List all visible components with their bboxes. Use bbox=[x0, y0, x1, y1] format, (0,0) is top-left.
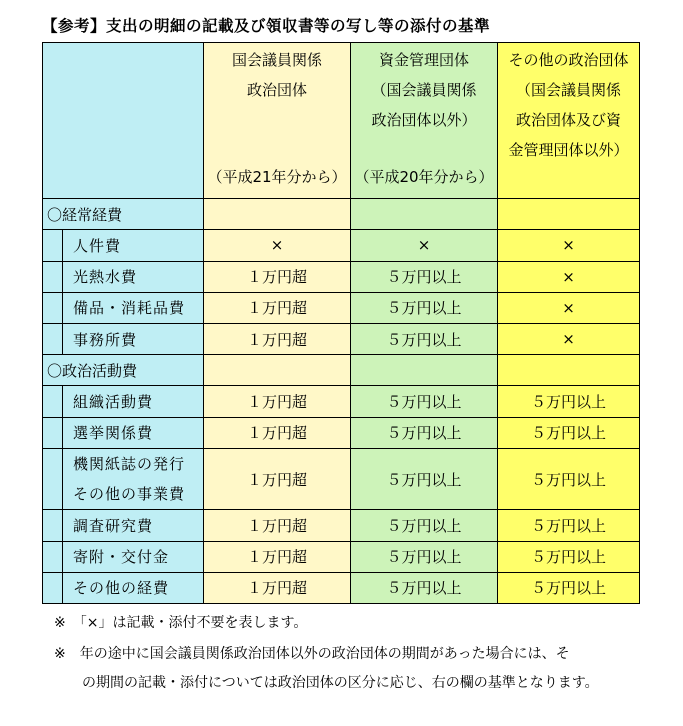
indent-cell bbox=[43, 510, 63, 541]
value-cell: １万円超 bbox=[204, 261, 351, 292]
table-row bbox=[43, 572, 640, 603]
value-cell: １万円超 bbox=[204, 417, 351, 448]
table-row bbox=[43, 417, 640, 448]
value-cell: ５万円以上 bbox=[351, 323, 498, 354]
row-label: 組織活動費 bbox=[63, 386, 204, 417]
header-cell-diet-member-groups bbox=[204, 43, 351, 199]
indent-cell bbox=[43, 230, 63, 261]
header-cell-fund-management-groups bbox=[351, 43, 498, 199]
header-cell-other-groups bbox=[498, 43, 640, 199]
header-col3-line1: その他の政治団体 bbox=[508, 51, 629, 69]
row-label: 調査研究費 bbox=[63, 510, 204, 541]
row-label-line2: その他の事業費 bbox=[73, 485, 186, 504]
criteria-table bbox=[42, 42, 640, 604]
value-cell: ５万円以上 bbox=[351, 448, 498, 509]
header-col2-line3: 政治団体以外） bbox=[371, 111, 477, 129]
header-col1-line2: 政治団体 bbox=[246, 81, 307, 99]
value-cell: １万円超 bbox=[204, 448, 351, 509]
row-label bbox=[63, 448, 204, 509]
value-cell: １万円超 bbox=[204, 541, 351, 572]
table-row bbox=[43, 230, 640, 261]
value-cell: ５万円以上 bbox=[498, 417, 640, 448]
table-row bbox=[43, 386, 640, 417]
section-row-political-activity-expenses bbox=[43, 355, 640, 386]
value-cell: １万円超 bbox=[204, 572, 351, 603]
header-col1-since: （平成21年分から） bbox=[207, 168, 347, 187]
value-cell: ５万円以上 bbox=[351, 386, 498, 417]
section-row-ordinary-expenses bbox=[43, 199, 640, 230]
value-cell: × bbox=[498, 261, 640, 292]
indent-cell bbox=[43, 261, 63, 292]
row-label: 寄附・交付金 bbox=[63, 541, 204, 572]
header-col2-line2: （国会議員関係 bbox=[371, 81, 477, 99]
value-cell: ５万円以上 bbox=[351, 261, 498, 292]
table-row bbox=[43, 323, 640, 354]
footnote-2-line1: ※ 年の途中に国会議員関係政治団体以外の政治団体の期間があった場合には、そ bbox=[54, 646, 570, 662]
row-label-line1: 機関紙誌の発行 bbox=[73, 455, 186, 474]
row-label: 光熱水費 bbox=[63, 261, 204, 292]
value-cell: １万円超 bbox=[204, 510, 351, 541]
indent-cell bbox=[43, 448, 63, 509]
table-row bbox=[43, 541, 640, 572]
indent-cell bbox=[43, 323, 63, 354]
footnote-1: ※ 「×」は記載・添付不要を表します。 bbox=[54, 615, 308, 631]
value-cell: × bbox=[498, 292, 640, 323]
value-cell: ５万円以上 bbox=[498, 572, 640, 603]
row-label: 備品・消耗品費 bbox=[63, 292, 204, 323]
section-label: 〇経常経費 bbox=[43, 199, 204, 230]
indent-cell bbox=[43, 572, 63, 603]
header-col2-since: （平成20年分から） bbox=[354, 168, 494, 187]
value-cell: ５万円以上 bbox=[498, 386, 640, 417]
row-label: その他の経費 bbox=[63, 572, 204, 603]
row-label: 事務所費 bbox=[63, 323, 204, 354]
table-row bbox=[43, 292, 640, 323]
table-row bbox=[43, 261, 640, 292]
header-col3-line3: 政治団体及び資 bbox=[515, 111, 621, 129]
header-col1-line1: 国会議員関係 bbox=[231, 51, 322, 69]
table-row bbox=[43, 448, 640, 509]
indent-cell bbox=[43, 541, 63, 572]
value-cell: ５万円以上 bbox=[351, 510, 498, 541]
value-cell: × bbox=[204, 230, 351, 261]
indent-cell bbox=[43, 292, 63, 323]
value-cell: ５万円以上 bbox=[498, 510, 640, 541]
table-row bbox=[43, 510, 640, 541]
indent-cell bbox=[43, 417, 63, 448]
value-cell: １万円超 bbox=[204, 386, 351, 417]
indent-cell bbox=[43, 386, 63, 417]
value-cell: × bbox=[498, 230, 640, 261]
value-cell: × bbox=[498, 323, 640, 354]
value-cell: ５万円以上 bbox=[498, 448, 640, 509]
value-cell: ５万円以上 bbox=[351, 417, 498, 448]
value-cell: １万円超 bbox=[204, 292, 351, 323]
footnote-2-line2: の期間の記載・添付については政治団体の区分に応じ、右の欄の基準となります。 bbox=[54, 675, 599, 691]
value-cell: ５万円以上 bbox=[351, 541, 498, 572]
value-cell: ５万円以上 bbox=[498, 541, 640, 572]
header-col3-line4: 金管理団体以外） bbox=[508, 141, 629, 159]
value-cell: １万円超 bbox=[204, 323, 351, 354]
value-cell: × bbox=[351, 230, 498, 261]
page-title: 【参考】支出の明細の記載及び領収書等の写し等の添付の基準 bbox=[42, 17, 491, 35]
row-label: 選挙関係費 bbox=[63, 417, 204, 448]
row-label: 人件費 bbox=[63, 230, 204, 261]
header-row bbox=[43, 43, 640, 199]
section-label: 〇政治活動費 bbox=[43, 355, 204, 386]
header-corner-cell bbox=[43, 43, 204, 199]
value-cell: ５万円以上 bbox=[351, 292, 498, 323]
header-col2-line1: 資金管理団体 bbox=[378, 51, 469, 69]
value-cell: ５万円以上 bbox=[351, 572, 498, 603]
header-col3-line2: （国会議員関係 bbox=[515, 81, 621, 99]
